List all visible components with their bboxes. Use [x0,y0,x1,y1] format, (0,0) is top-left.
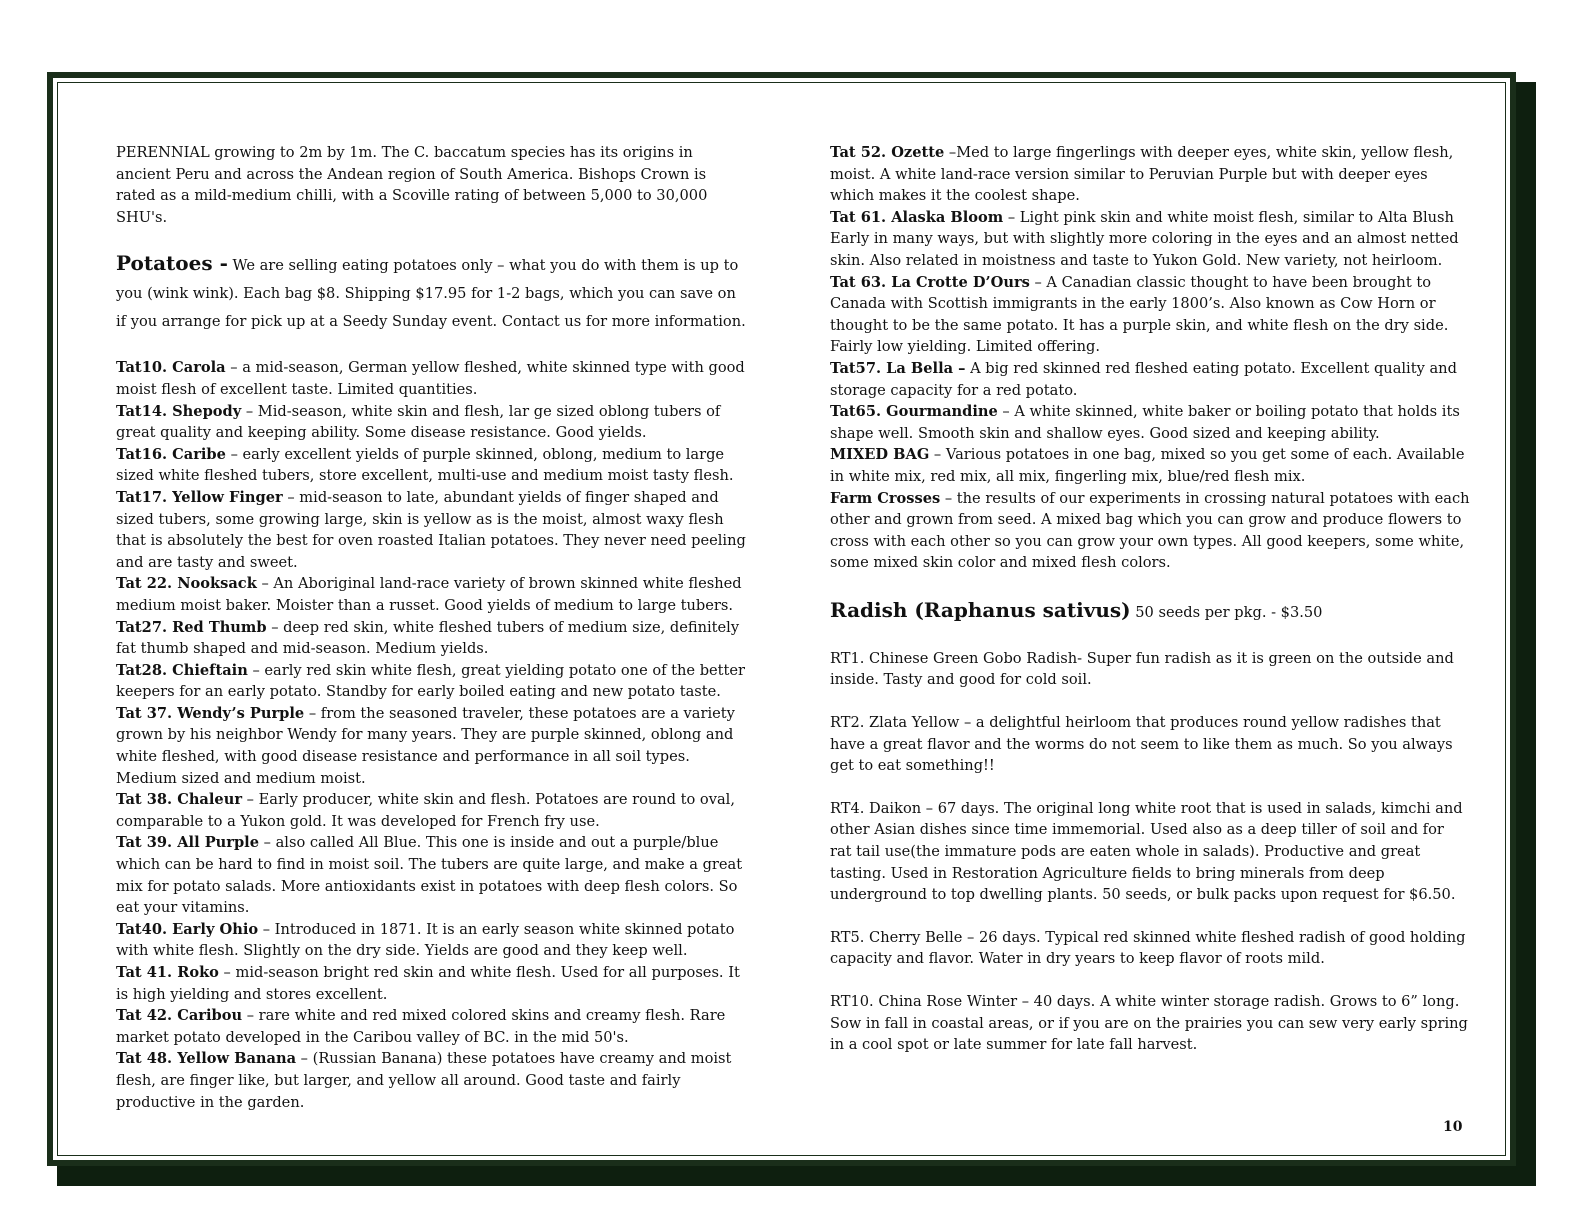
list-item [116,487,746,573]
right-column [830,142,1470,1056]
item-name: Tat57. La Bella – [830,359,966,377]
page-number: 10 [1443,1119,1463,1135]
item-name: Tat17. Yellow Finger [116,488,283,506]
item-desc: – rare white and red mixed colored skins and creamy flesh. Rare market potato developed in the Caribou valley of BC. in the mid 50's. [116,1007,726,1046]
item-name: Tat 61. Alaska Bloom [830,208,1004,226]
item-desc: – Various potatoes in one bag, mixed so you get some of each. Available in white mix, red mix, all mix, fingerling mix, blue/red flesh mix. [830,446,1465,485]
chilli-intro-paragraph: PERENNIAL growing to 2m by 1m. The C. baccatum species has its origins in ancient Peru and across the Andean region of South America. Bishops Crown is rated as a mild-medium chilli, with a Scoville rating of between 5,000 to 30,000 SHU's. [116,144,708,226]
item-desc: – Introduced in 1871. It is an early season white skinned potato with white flesh. Slightly on the dry side. Yields are good and they keep well. [116,920,735,960]
item-desc: – An Aboriginal land-race variety of brown skinned white fleshed medium moist baker. Moister than a russet. Good yields of medium to large tubers. [116,575,742,614]
list-item [116,919,746,962]
item-desc: – deep red skin, white fleshed tubers of medium size, definitely fat thumb shaped and mid-season. Medium yields. [116,618,740,658]
list-item [116,703,746,789]
potatoes-section-header [116,249,746,336]
item-desc: – Light pink skin and white moist flesh, similar to Alta Blush Early in many ways, but with slightly more coloring in the eyes and an almost netted skin. Also related in moistness and taste to Yukon Gold. New variety, not heirloom. [830,208,1459,269]
radish-title: Radish (Raphanus sativus) [830,597,1131,622]
list-item [830,272,1470,358]
list-item [116,1005,746,1048]
item-desc: – also called All Blue. This one is inside and out a purple/blue which can be hard to find in moist soil. The tubers are quite large, and make a great mix for potato salads. More antioxidants exist in potatoes with deep flesh colors. So eat your vitamins. [116,834,743,917]
item-name: Tat14. Shepody [116,402,242,420]
potatoes-title: Potatoes - [116,251,228,276]
item-desc: – (Russian Banana) these potatoes have creamy and moist flesh, are finger like, but larger, and yellow all around. Good taste and fairly productive in the garden. [116,1050,732,1111]
item-name: MIXED BAG [830,446,930,464]
radish-item: RT10. China Rose Winter – 40 days. A white winter storage radish. Grows to 6” long. Sow in fall in coastal areas, or if you are on the prairies you can sew very early spring in a cool spot or late summer for late fall harvest. [830,993,1468,1054]
item-desc: – mid-season to late, abundant yields of finger shaped and sized tubers, some growing large, skin is yellow as is the moist, almost waxy flesh that is absolutely the best for oven roasted Italian potatoes. They never need peeling and are tasty and sweet. [116,488,746,571]
item-name: Tat40. Early Ohio [116,920,259,938]
list-item [116,789,746,832]
item-name: Tat 63. La Crotte D’Ours [830,273,1030,291]
radish-item: RT1. Chinese Green Gobo Radish- Super fun radish as it is green on the outside and inside. Tasty and good for cold soil. [830,649,1454,689]
item-name: Tat 48. Yellow Banana [116,1050,297,1068]
item-name: Tat 39. All Purple [116,834,260,852]
item-desc: – Early producer, white skin and flesh. Potatoes are round to oval, comparable to a Yukon gold. It was developed for French fry use. [116,791,735,830]
item-desc: – early red skin white flesh, great yielding potato one of the better keepers for an early potato. Standby for early boiled eating and new potato taste. [116,661,746,701]
left-column [116,142,746,1113]
item-desc: – mid-season bright red skin and white flesh. Used for all purposes. It is high yielding and stores excellent. [116,964,740,1003]
potato-list-left [116,357,746,1113]
list-item [116,660,746,703]
list-item [116,357,746,400]
item-name: Tat 42. Caribou [116,1007,243,1025]
list-item [116,401,746,444]
list-item [830,142,1470,207]
radish-item: RT5. Cherry Belle – 26 days. Typical red skinned white fleshed radish of good holding capacity and flavor. Water in dry years to keep flavor of roots mild. [830,928,1466,968]
item-desc: – A Canadian classic thought to have been brought to Canada with Scottish immigrants in the early 1800’s. Also known as Cow Horn or thought to be the same potato. It has a purple skin, and white flesh on the dry side. Fairly low yielding. Limited offering. [830,273,1449,356]
list-item [116,617,746,660]
potatoes-intro: We are selling eating potatoes only – what you do with them is up to you (wink wink). Each bag $8. Shipping $17.95 for 1-2 bags, which you can save on if you arrange for pick up at a Seedy Sunday event. Contact us for more information. [116,257,746,331]
item-name: Tat10. Carola [116,359,226,377]
list-item [830,401,1470,444]
item-name: Tat27. Red Thumb [116,618,267,636]
item-name: Tat16. Caribe [116,445,226,463]
item-name: Tat 37. Wendy’s Purple [116,704,305,722]
item-desc: – from the seasoned traveler, these potatoes are a variety grown by his neighbor Wendy for many years. They are purple skinned, oblong and white fleshed, with good disease resistance and performance in all soil types. Medium sized and medium moist. [116,704,735,787]
item-name: Tat 52. Ozette [830,144,945,161]
list-item [830,358,1470,401]
radish-item: RT4. Daikon – 67 days. The original long white root that is used in salads, kimchi and other Asian dishes since time immemorial. Used also as a deep tiller of soil and for rat tail use(the immature pods are eaten whole in salads). Productive and great tasting. Used in Restoration Agriculture fields to bring minerals from deep underground to top dwelling plants. 50 seeds, or bulk packs upon request for $6.50. [830,799,1463,904]
list-item [116,962,746,1005]
radish-section-header [830,596,1470,627]
potato-list-right [830,142,1470,574]
item-desc: –Med to large fingerlings with deeper eyes, white skin, yellow flesh, moist. A white land-race version similar to Peruvian Purple but with deeper eyes which makes it the coolest shape. [830,144,1454,205]
item-desc: – a mid-season, German yellow fleshed, white skinned type with good moist flesh of excellent taste. Limited quantities. [116,359,745,398]
item-desc: – Mid-season, white skin and flesh, lar ge sized oblong tubers of great quality and keeping ability. Some disease resistance. Good yields. [116,402,721,442]
item-desc: – early excellent yields of purple skinned, oblong, medium to large sized white fleshed tubers, store excellent, multi-use and medium moist tasty flesh. [116,445,734,485]
list-item [830,444,1470,487]
item-name: Farm Crosses [830,489,941,507]
item-name: Tat28. Chieftain [116,661,248,679]
item-desc: A big red skinned red fleshed eating potato. Excellent quality and storage capacity for a red potato. [830,359,1457,399]
item-desc: – A white skinned, white baker or boiling potato that holds its shape well. Smooth skin and shallow eyes. Good sized and keeping ability. [830,403,1460,442]
list-item [830,207,1470,272]
item-name: Tat 22. Nooksack [116,575,257,593]
item-name: Tat 38. Chaleur [116,791,243,809]
list-item [830,488,1470,574]
item-name: Tat 41. Roko [116,964,219,981]
item-name: Tat65. Gourmandine [830,403,998,421]
radish-subtitle: 50 seeds per pkg. - $3.50 [1130,603,1323,621]
list-item [116,832,746,918]
list-item [116,1048,746,1113]
list-item [116,444,746,487]
radish-item: RT2. Zlata Yellow – a delightful heirloom that produces round yellow radishes that have a great flavor and the worms do not seem to like them as much. So you always get to eat something!! [830,714,1453,775]
list-item [116,573,746,616]
item-desc: – the results of our experiments in crossing natural potatoes with each other and grown from seed. A mixed bag which you can grow and produce flowers to cross with each other so you can grow your own types. All good keepers, some white, some mixed skin color and mixed flesh colors. [830,489,1470,572]
